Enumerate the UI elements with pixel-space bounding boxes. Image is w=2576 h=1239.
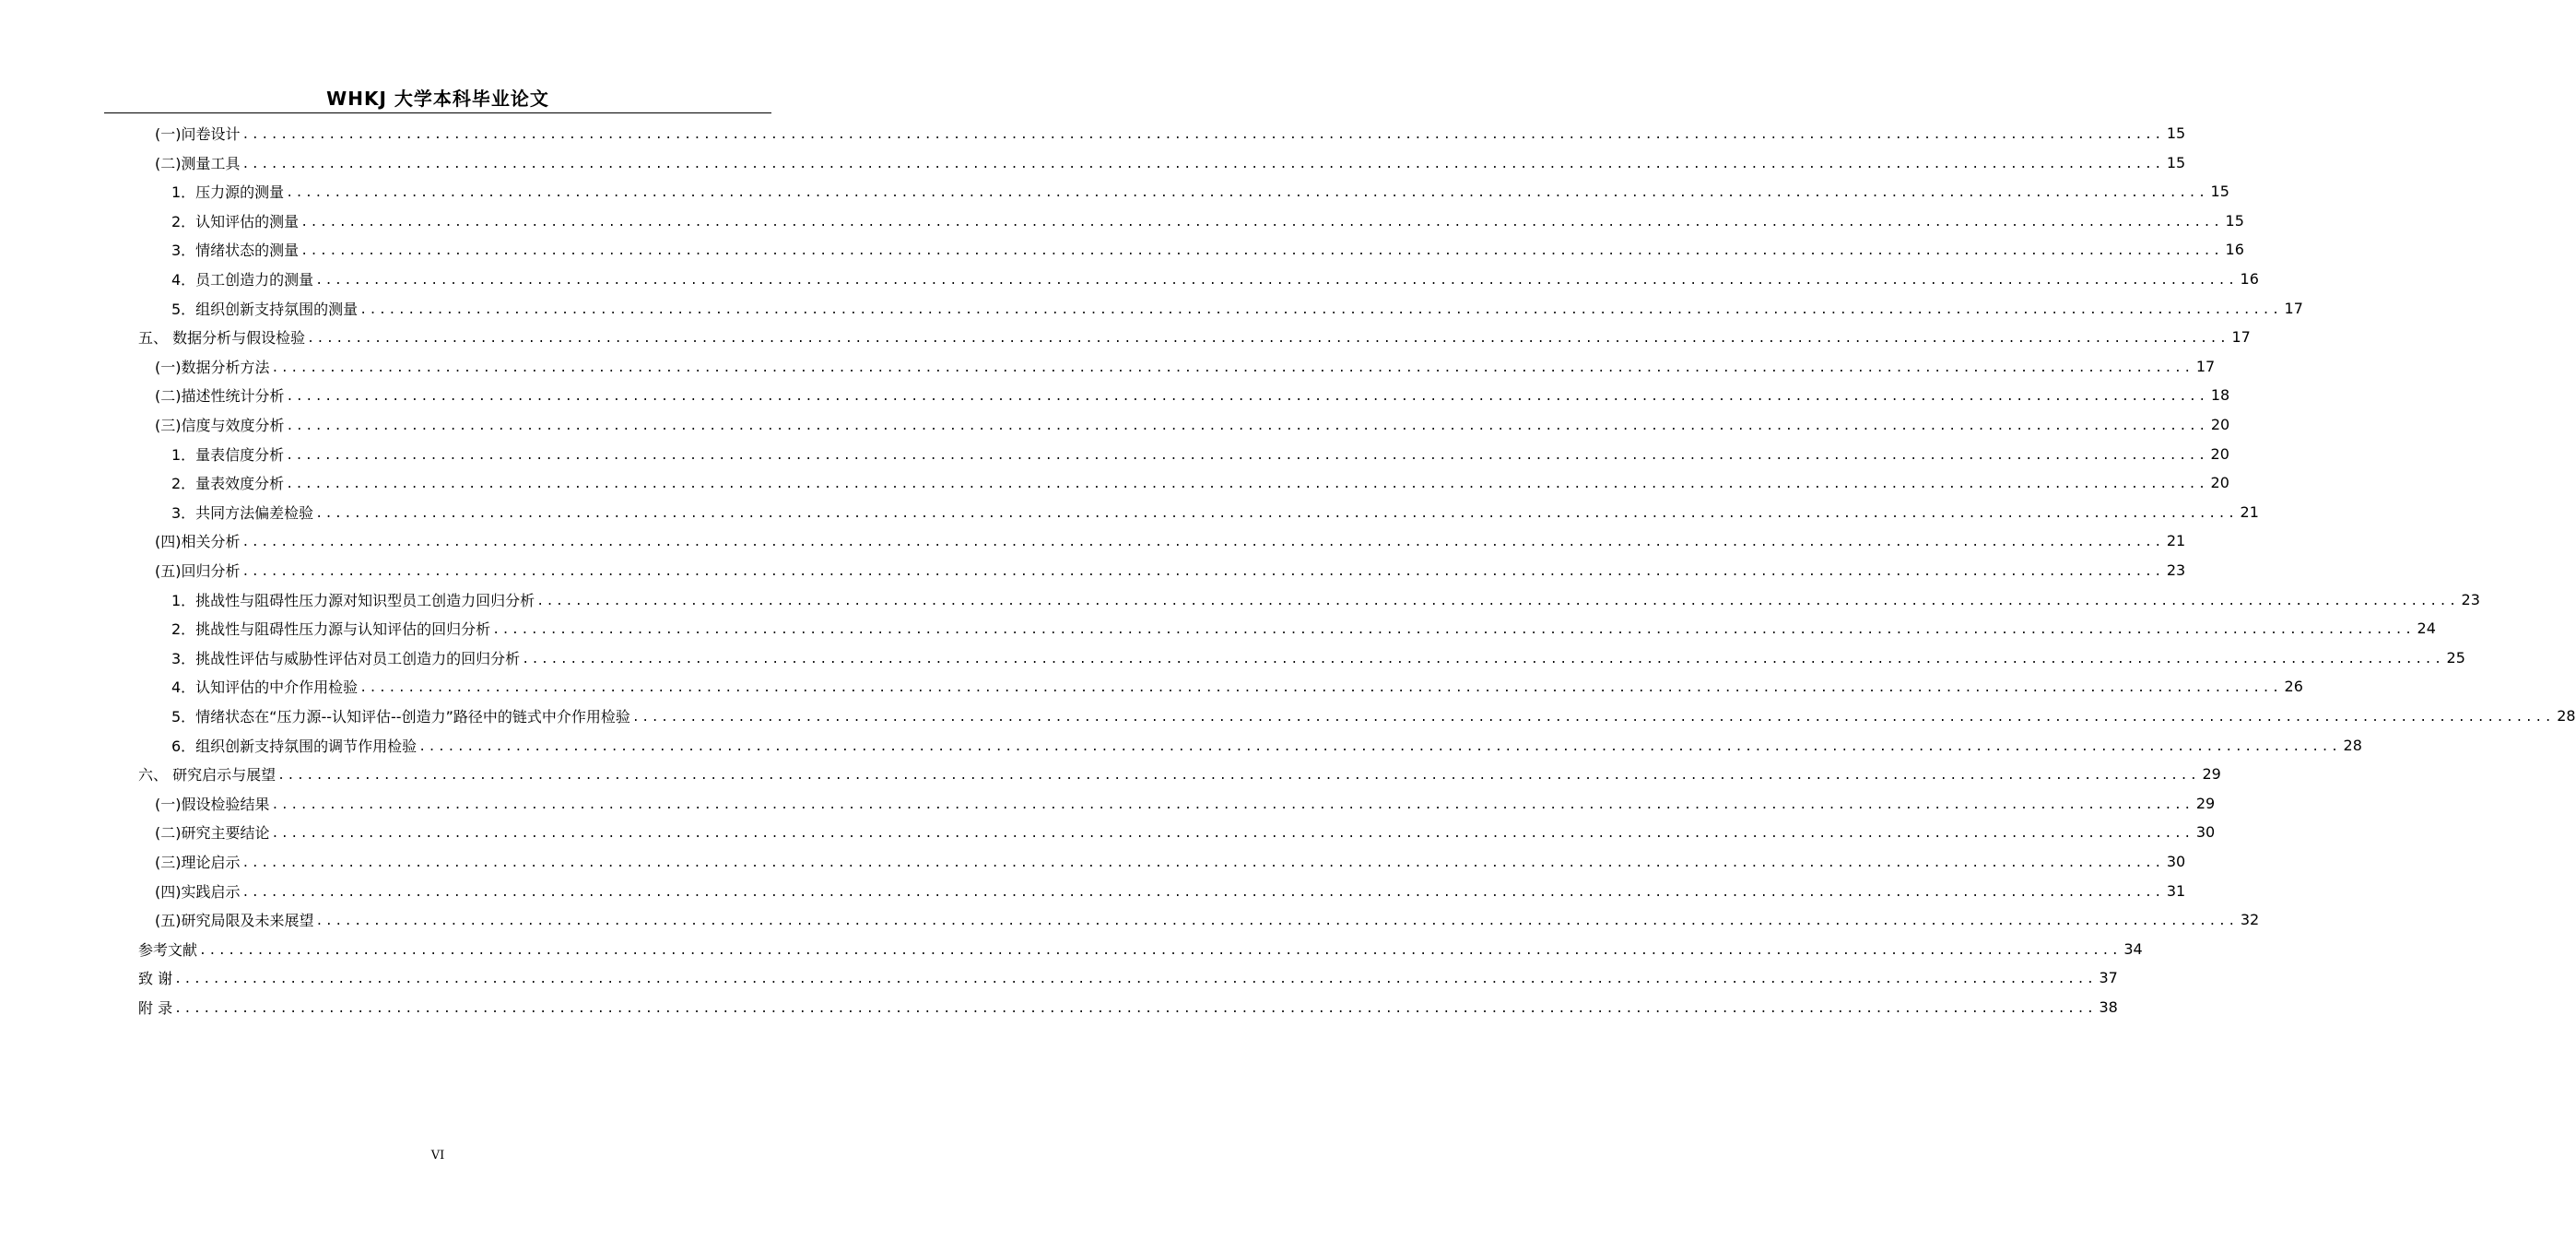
toc-dot-leader: ........................................................................................................................................................................................................ — [241, 885, 2164, 900]
toc-entry-page-number: 23 — [2166, 561, 2186, 579]
toc-dot-leader: ........................................................................................................................................................................................................ — [631, 711, 2555, 725]
toc-entry-page-number: 26 — [2284, 678, 2303, 696]
toc-entry[interactable] — [138, 935, 2143, 963]
toc-entry-page-number: 34 — [2123, 939, 2143, 958]
toc-entry[interactable] — [155, 789, 2216, 818]
toc-entry[interactable] — [171, 585, 2480, 614]
toc-entry-label: 5．情绪状态在“压力源--认知评估--创造力”路径中的链式中介作用检验 — [171, 708, 630, 726]
toc-entry[interactable] — [171, 643, 2465, 672]
toc-entry-label: 2．挑战性与阻碍性压力源与认知评估的回归分析 — [171, 620, 491, 639]
toc-entry[interactable] — [171, 206, 2244, 235]
toc-dot-leader: ........................................................................................................................................................................................................ — [174, 973, 2097, 987]
toc-entry-label: (三)信度与效度分析 — [155, 417, 285, 434]
toc-entry-page-number: 29 — [2202, 765, 2221, 784]
toc-entry[interactable] — [171, 614, 2436, 643]
toc-entry-label: 1．量表信度分析 — [171, 445, 285, 464]
toc-dot-leader: ........................................................................................................................................................................................................ — [492, 623, 2415, 638]
toc-entry-label: 参考文献 — [138, 940, 198, 959]
toc-dot-leader: ........................................................................................................................................................................................................ — [241, 856, 2164, 870]
toc-dot-leader: ........................................................................................................................................................................................................ — [241, 565, 2164, 579]
toc-entry-page-number: 21 — [2166, 532, 2186, 550]
toc-entry-label: (一)假设检验结果 — [155, 795, 270, 813]
toc-entry-label: (二)测量工具 — [155, 154, 241, 172]
toc-entry-page-number: 21 — [2240, 502, 2259, 521]
toc-dot-leader: ........................................................................................................................................................................................................ — [286, 419, 2208, 433]
toc-dot-leader: ........................................................................................................................................................................................................ — [271, 360, 2194, 375]
toc-dot-leader: ........................................................................................................................................................................................................ — [315, 506, 2238, 521]
toc-dot-leader: ........................................................................................................................................................................................................ — [315, 914, 2238, 929]
toc-entry-label: (一)数据分析方法 — [155, 358, 270, 376]
toc-entry-label: 2．量表效度分析 — [171, 475, 285, 493]
toc-entry-page-number: 28 — [2343, 736, 2362, 754]
toc-entry-label: 2．认知评估的测量 — [171, 212, 300, 230]
toc-dot-leader: ........................................................................................................................................................................................................ — [522, 652, 2444, 667]
toc-entry-page-number: 20 — [2210, 444, 2229, 463]
toc-entry[interactable] — [155, 847, 2186, 876]
toc-entry-label: 4．员工创造力的测量 — [171, 271, 314, 289]
running-header-title: WHKJ 大学本科毕业论文 — [326, 88, 549, 110]
toc-dot-leader: ........................................................................................................................................................................................................ — [199, 943, 2122, 958]
toc-entry-label: 1．挑战性与阻碍性压力源对知识型员工创造力回归分析 — [171, 591, 535, 609]
toc-entry-label: (二)描述性统计分析 — [155, 387, 285, 406]
toc-entry-label: 致 谢 — [138, 970, 173, 988]
toc-dot-leader: ........................................................................................................................................................................................................ — [300, 244, 2223, 259]
toc-entry-page-number: 32 — [2240, 911, 2260, 929]
header-divider — [104, 112, 771, 113]
toc-dot-leader: ........................................................................................................................................................................................................ — [286, 478, 2208, 492]
toc-dot-leader: ........................................................................................................................................................................................................ — [286, 390, 2208, 405]
toc-dot-leader: ........................................................................................................................................................................................................ — [286, 448, 2208, 463]
toc-dot-leader: ........................................................................................................................................................................................................ — [315, 274, 2238, 288]
toc-dot-leader: ........................................................................................................................................................................................................ — [359, 681, 2282, 696]
toc-entry-label: 6．组织创新支持氛围的调节作用检验 — [171, 737, 418, 755]
toc-entry-page-number: 15 — [2210, 183, 2229, 201]
toc-dot-leader: ........................................................................................................................................................................................................ — [241, 128, 2164, 142]
toc-dot-leader: ........................................................................................................................................................................................................ — [418, 739, 2341, 754]
toc-entry-page-number: 31 — [2166, 881, 2186, 900]
toc-entry-page-number: 15 — [2225, 211, 2244, 230]
toc-dot-leader: ........................................................................................................................................................................................................ — [536, 594, 2459, 608]
toc-entry-page-number: 18 — [2210, 386, 2230, 405]
toc-entry[interactable] — [171, 702, 2576, 730]
toc-entry-page-number: 30 — [2166, 853, 2186, 870]
toc-entry-page-number: 17 — [2195, 357, 2216, 375]
toc-dot-leader: ........................................................................................................................................................................................................ — [277, 769, 2200, 784]
toc-entry[interactable] — [171, 440, 2229, 468]
toc-entry-label: (一)问卷设计 — [155, 125, 241, 143]
toc-dot-leader: ........................................................................................................................................................................................................ — [271, 797, 2194, 812]
toc-entry-label: 3．挑战性评估与威胁性评估对员工创造力的回归分析 — [171, 649, 521, 667]
toc-entry-label: 1．压力源的测量 — [171, 183, 285, 202]
toc-dot-leader: ........................................................................................................................................................................................................ — [241, 157, 2164, 171]
toc-entry-page-number: 17 — [2231, 328, 2251, 347]
toc-entry-page-number: 37 — [2099, 969, 2118, 987]
toc-entry[interactable] — [155, 818, 2216, 846]
toc-entry[interactable] — [155, 905, 2260, 934]
toc-entry-page-number: 17 — [2284, 299, 2303, 317]
toc-entry-label: 五、 数据分析与假设检验 — [138, 329, 306, 348]
toc-entry[interactable] — [155, 119, 2186, 148]
toc-entry[interactable] — [155, 381, 2230, 409]
page-number: VI — [430, 1149, 445, 1162]
toc-dot-leader: ........................................................................................................................................................................................................ — [300, 215, 2223, 230]
toc-dot-leader: ........................................................................................................................................................................................................ — [174, 1002, 2097, 1016]
toc-entry-label: 4．认知评估的中介作用检验 — [171, 678, 359, 697]
toc-entry[interactable] — [155, 526, 2186, 555]
toc-entry[interactable] — [138, 323, 2251, 351]
toc-entry-page-number: 15 — [2166, 124, 2186, 142]
toc-entry-label: 3．共同方法偏差检验 — [171, 503, 314, 522]
toc-entry-label: (四)实践启示 — [155, 882, 241, 901]
toc-entry[interactable] — [171, 672, 2303, 701]
toc-entry-label: (五)研究局限及未来展望 — [155, 912, 314, 930]
toc-dot-leader: ........................................................................................................................................................................................................ — [307, 332, 2229, 347]
toc-entry-label: (二)研究主要结论 — [155, 824, 270, 843]
toc-entry[interactable] — [171, 498, 2259, 526]
toc-entry-label: (五)回归分析 — [155, 562, 241, 580]
toc-entry[interactable] — [171, 265, 2259, 293]
toc-entry[interactable] — [155, 352, 2216, 381]
toc-entry[interactable] — [155, 410, 2230, 439]
toc-entry-page-number: 30 — [2195, 823, 2216, 842]
toc-entry-page-number: 15 — [2166, 153, 2186, 171]
toc-entry-page-number: 29 — [2195, 794, 2216, 812]
toc-entry[interactable] — [155, 877, 2186, 905]
toc-entry-page-number: 25 — [2446, 648, 2465, 667]
toc-entry[interactable] — [171, 235, 2244, 264]
toc-entry[interactable] — [138, 760, 2221, 788]
toc-entry-label: 3．情绪状态的测量 — [171, 242, 300, 260]
toc-entry-label: (三)理论启示 — [155, 854, 241, 871]
toc-entry-label: 六、 研究启示与展望 — [138, 766, 276, 785]
toc-dot-leader: ........................................................................................................................................................................................................ — [359, 302, 2282, 317]
toc-dot-leader: ........................................................................................................................................................................................................ — [286, 186, 2208, 201]
toc-entry[interactable] — [171, 468, 2229, 497]
toc-entry-page-number: 16 — [2240, 270, 2259, 288]
toc-entry-page-number: 23 — [2461, 590, 2480, 608]
toc-entry-page-number: 20 — [2210, 416, 2230, 433]
toc-entry-page-number: 20 — [2210, 474, 2229, 492]
toc-entry-label: 附 录 — [138, 999, 173, 1017]
toc-entry-label: 5．组织创新支持氛围的测量 — [171, 300, 359, 318]
toc-entry-page-number: 28 — [2557, 707, 2576, 725]
toc-entry[interactable] — [138, 963, 2118, 992]
toc-entry[interactable] — [155, 556, 2186, 584]
toc-entry-page-number: 16 — [2225, 241, 2244, 259]
toc-entry-label: (四)相关分析 — [155, 533, 241, 551]
toc-entry[interactable] — [155, 148, 2186, 177]
toc-entry[interactable] — [171, 731, 2362, 760]
toc-dot-leader: ........................................................................................................................................................................................................ — [271, 827, 2194, 842]
toc-entry[interactable] — [171, 294, 2303, 323]
toc-entry-page-number: 24 — [2417, 620, 2436, 638]
toc-entry[interactable] — [171, 177, 2229, 206]
toc-entry-page-number: 38 — [2099, 998, 2118, 1016]
toc-entry[interactable] — [138, 993, 2118, 1021]
toc-dot-leader: ........................................................................................................................................................................................................ — [241, 536, 2164, 550]
